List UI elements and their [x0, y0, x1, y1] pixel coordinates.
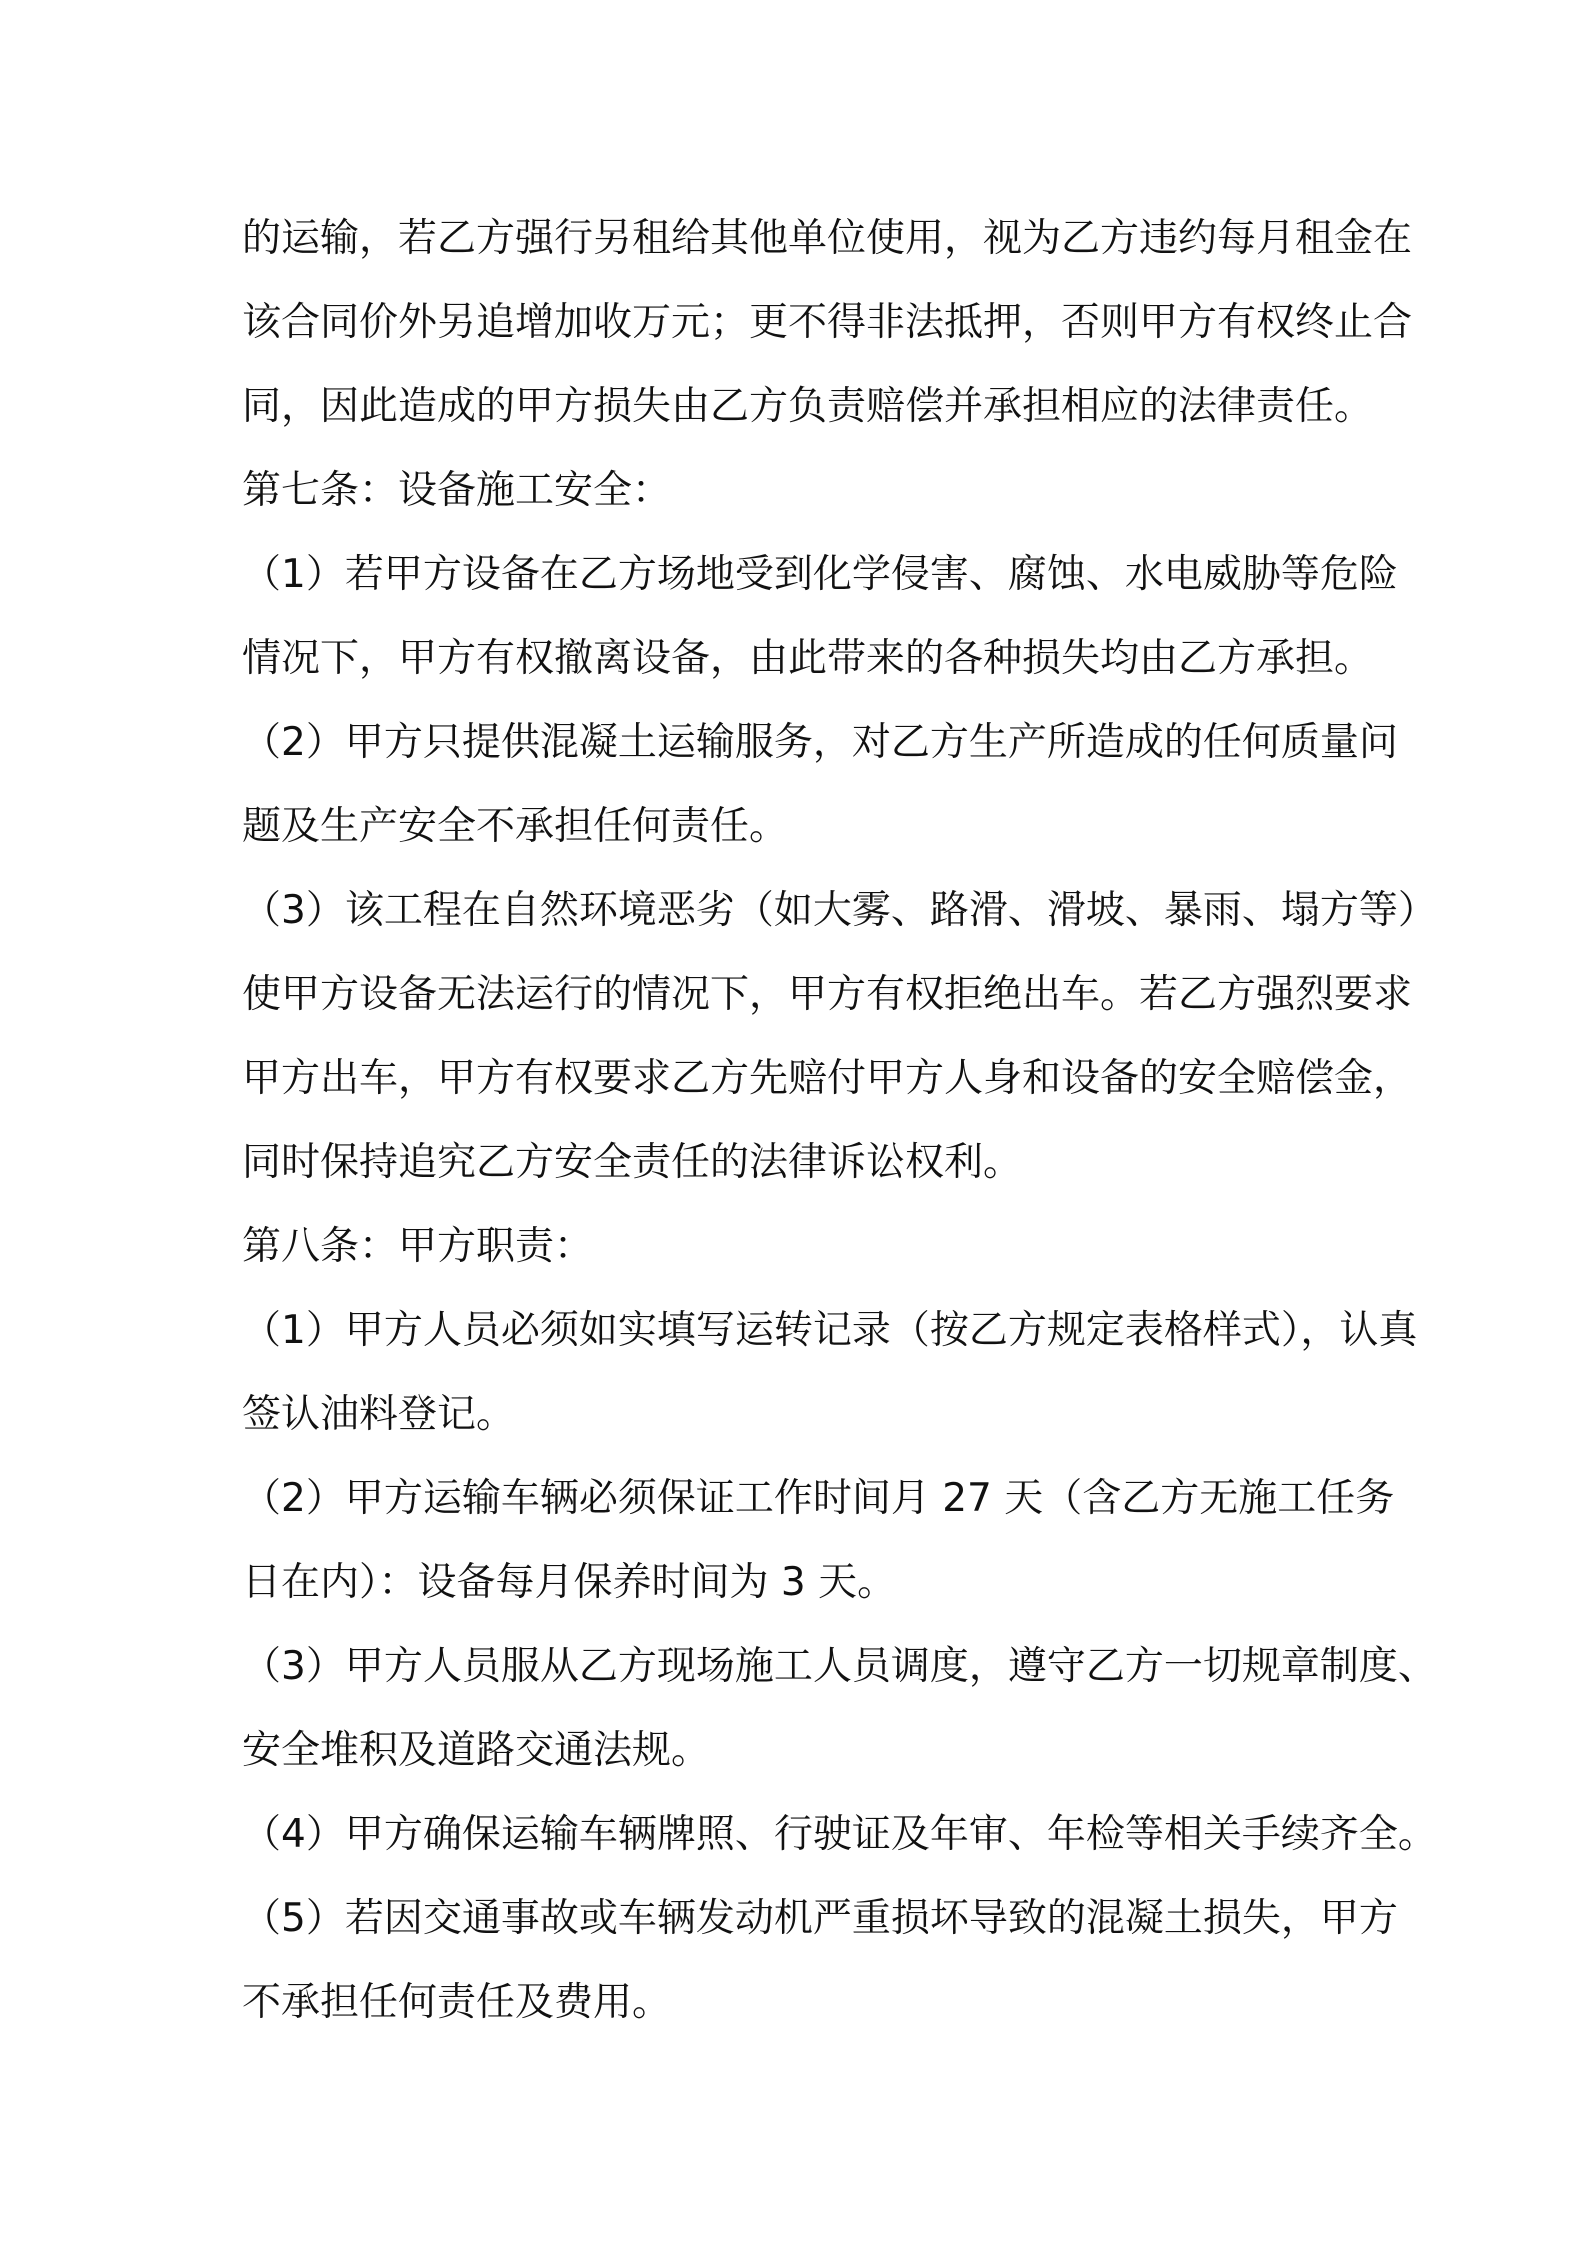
text-line: （3）该工程在自然环境恶劣（如大雾、路滑、滑坡、暴雨、塌方等）: [242, 888, 1437, 933]
text-line: 不承担任何责任及费用。: [242, 1980, 672, 2025]
text-line: （3）甲方人员服从乙方现场施工人员调度，遵守乙方一切规章制度、: [242, 1644, 1437, 1689]
section-heading-article-8: 第八条：甲方职责：: [242, 1224, 594, 1269]
text-line: （1）甲方人员必须如实填写运转记录（按乙方规定表格样式），认真: [242, 1308, 1418, 1353]
text-line: （2）甲方运输车辆必须保证工作时间月 27 天（含乙方无施工任务: [242, 1476, 1395, 1521]
text-line: （2）甲方只提供混凝土运输服务，对乙方生产所造成的任何质量问: [242, 720, 1398, 765]
text-line: 甲方出车，甲方有权要求乙方先赔付甲方人身和设备的安全赔偿金，: [242, 1056, 1413, 1101]
text-line: 日在内）：设备每月保养时间为 3 天。: [242, 1560, 897, 1605]
text-line: 同，因此造成的甲方损失由乙方负责赔偿并承担相应的法律责任。: [242, 384, 1374, 429]
text-line: （4）甲方确保运输车辆牌照、行驶证及年审、年检等相关手续齐全。: [242, 1812, 1437, 1857]
text-line: 的运输，若乙方强行另租给其他单位使用，视为乙方违约每月租金在: [242, 216, 1413, 261]
document-body: [242, 197, 1437, 2045]
text-line: 使甲方设备无法运行的情况下，甲方有权拒绝出车。若乙方强烈要求: [242, 972, 1413, 1017]
section-heading-article-7: 第七条：设备施工安全：: [242, 468, 672, 513]
text-line: 同时保持追究乙方安全责任的法律诉讼权利。: [242, 1140, 1023, 1185]
text-line: （5）若因交通事故或车辆发动机严重损坏导致的混凝土损失，甲方: [242, 1896, 1398, 1941]
text-line: 安全堆积及道路交通法规。: [242, 1728, 711, 1773]
text-line: 题及生产安全不承担任何责任。: [242, 804, 789, 849]
text-line: 签认油料登记。: [242, 1392, 516, 1437]
text-line: 情况下，甲方有权撤离设备，由此带来的各种损失均由乙方承担。: [242, 636, 1374, 681]
text-line: （1）若甲方设备在乙方场地受到化学侵害、腐蚀、水电威胁等危险: [242, 552, 1398, 597]
text-line: 该合同价外另追增加收万元；更不得非法抵押，否则甲方有权终止合: [242, 300, 1413, 345]
